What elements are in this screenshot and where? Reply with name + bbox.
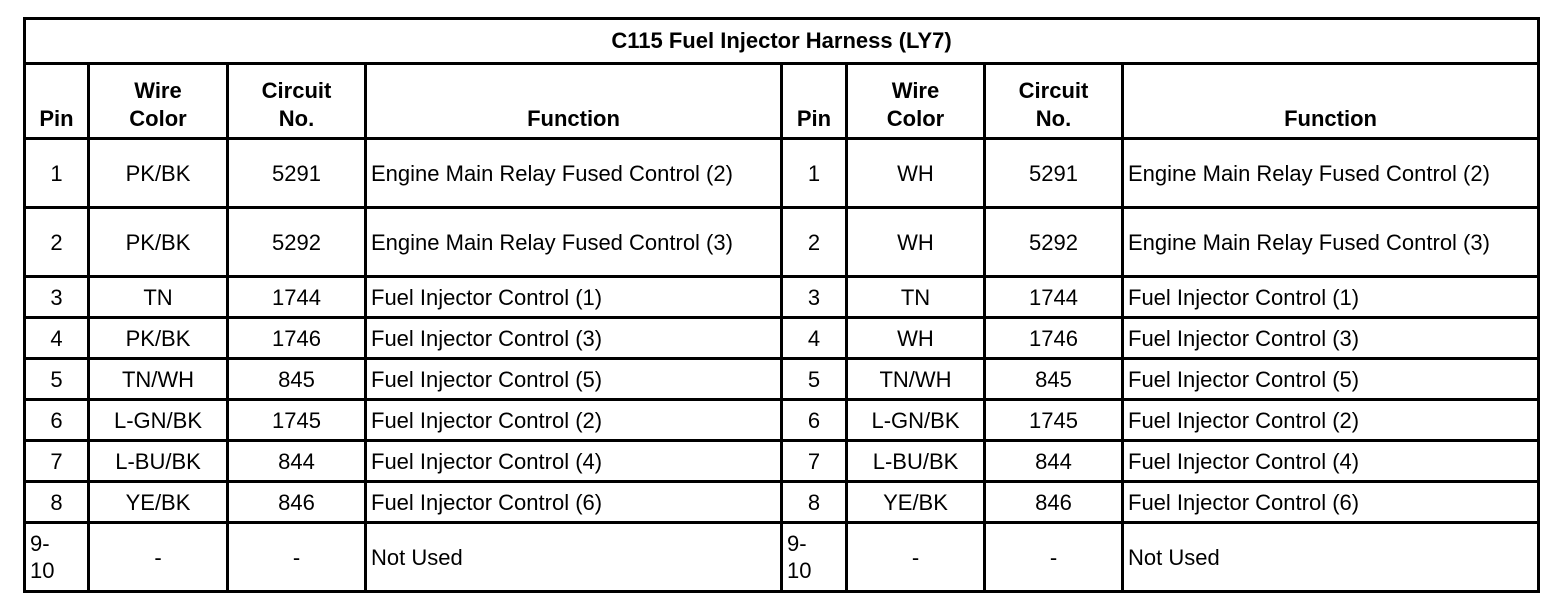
circuit-cell: 1744 [228,277,366,318]
header-function: Function [366,64,782,139]
function-cell: Fuel Injector Control (6) [366,482,782,523]
header-wire-color: Wire Color [89,64,228,139]
pin-cell: 1 [782,139,847,208]
header-circuit-no: Circuit No. [985,64,1123,139]
function-cell: Fuel Injector Control (1) [366,277,782,318]
wire-color-cell: WH [847,318,985,359]
function-cell: Fuel Injector Control (4) [1123,441,1539,482]
circuit-cell: 5291 [985,139,1123,208]
function-cell: Fuel Injector Control (5) [366,359,782,400]
wire-color-cell: TN/WH [89,359,228,400]
wire-color-cell: - [89,523,228,592]
header-circuit-no: Circuit No. [228,64,366,139]
function-cell: Fuel Injector Control (3) [366,318,782,359]
pin-cell: 4 [782,318,847,359]
table-row [25,139,1539,208]
fuel-injector-harness-table [23,17,1540,593]
circuit-cell: 845 [985,359,1123,400]
circuit-cell: 5291 [228,139,366,208]
wire-color-cell: L-BU/BK [847,441,985,482]
pin-cell: 5 [782,359,847,400]
wire-color-cell: L-GN/BK [89,400,228,441]
circuit-cell: - [228,523,366,592]
table-row [25,441,1539,482]
pin-cell: 2 [782,208,847,277]
pin-cell: 1 [25,139,89,208]
wire-color-cell: WH [847,208,985,277]
header-row [25,64,1539,139]
header-pin: Pin [782,64,847,139]
function-cell: Fuel Injector Control (5) [1123,359,1539,400]
pin-cell: 8 [782,482,847,523]
circuit-cell: 1744 [985,277,1123,318]
pin-cell: 2 [25,208,89,277]
table-row [25,400,1539,441]
table-title: C115 Fuel Injector Harness (LY7) [25,19,1539,64]
wire-color-cell: TN [847,277,985,318]
circuit-cell: 1746 [985,318,1123,359]
function-cell: Fuel Injector Control (3) [1123,318,1539,359]
function-cell: Fuel Injector Control (4) [366,441,782,482]
wire-color-cell: PK/BK [89,208,228,277]
function-cell: Engine Main Relay Fused Control (3) [1123,208,1539,277]
table-row [25,359,1539,400]
pin-cell: 6 [25,400,89,441]
function-cell: Fuel Injector Control (2) [366,400,782,441]
function-cell: Fuel Injector Control (2) [1123,400,1539,441]
wire-color-cell: TN [89,277,228,318]
wire-color-cell: WH [847,139,985,208]
pin-cell: 9- 10 [782,523,847,592]
header-wire-color: Wire Color [847,64,985,139]
function-cell: Engine Main Relay Fused Control (2) [366,139,782,208]
wire-color-cell: YE/BK [89,482,228,523]
circuit-cell: 844 [985,441,1123,482]
circuit-cell: 845 [228,359,366,400]
header-pin: Pin [25,64,89,139]
circuit-cell: 1745 [985,400,1123,441]
pin-cell: 6 [782,400,847,441]
table-row [25,318,1539,359]
function-cell: Engine Main Relay Fused Control (3) [366,208,782,277]
pin-cell: 7 [25,441,89,482]
wire-color-cell: PK/BK [89,318,228,359]
pin-cell: 8 [25,482,89,523]
wire-color-cell: YE/BK [847,482,985,523]
table-row [25,523,1539,592]
header-function: Function [1123,64,1539,139]
pin-cell: 7 [782,441,847,482]
circuit-cell: 5292 [228,208,366,277]
circuit-cell: - [985,523,1123,592]
pin-cell: 3 [25,277,89,318]
circuit-cell: 1745 [228,400,366,441]
circuit-cell: 844 [228,441,366,482]
wire-color-cell: - [847,523,985,592]
wire-color-cell: TN/WH [847,359,985,400]
table-row [25,208,1539,277]
pin-cell: 3 [782,277,847,318]
wire-color-cell: L-BU/BK [89,441,228,482]
function-cell: Engine Main Relay Fused Control (2) [1123,139,1539,208]
circuit-cell: 5292 [985,208,1123,277]
circuit-cell: 1746 [228,318,366,359]
wire-color-cell: PK/BK [89,139,228,208]
table-row [25,277,1539,318]
pin-cell: 4 [25,318,89,359]
wire-color-cell: L-GN/BK [847,400,985,441]
function-cell: Not Used [1123,523,1539,592]
function-cell: Fuel Injector Control (6) [1123,482,1539,523]
pin-cell: 5 [25,359,89,400]
circuit-cell: 846 [985,482,1123,523]
circuit-cell: 846 [228,482,366,523]
function-cell: Fuel Injector Control (1) [1123,277,1539,318]
pin-cell: 9- 10 [25,523,89,592]
table-row [25,482,1539,523]
function-cell: Not Used [366,523,782,592]
